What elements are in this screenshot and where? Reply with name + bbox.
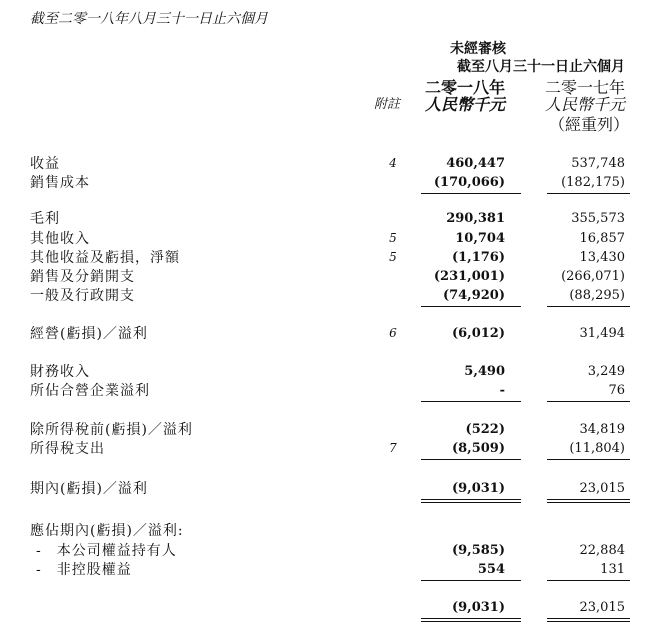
row-label: 收益 <box>30 156 60 172</box>
value-2018: (74,920) <box>442 288 505 303</box>
value-2018: (1,176) <box>451 250 505 265</box>
row-label: 除所得稅前(虧損)／溢利 <box>30 422 193 438</box>
value-2018: (6,012) <box>451 326 505 341</box>
unaudited-header: 未經審核 <box>450 41 506 57</box>
row-note: 6 <box>389 326 397 340</box>
value-2018: (9,585) <box>451 543 505 558</box>
subtotal-rule <box>547 459 630 460</box>
total-rule <box>421 502 521 503</box>
subtotal-rule <box>547 401 630 402</box>
subtotal-rule <box>421 459 521 460</box>
total-rule <box>547 618 630 619</box>
row-note: 5 <box>389 231 397 245</box>
total-rule <box>547 502 630 503</box>
value-2017: (266,071) <box>561 269 625 284</box>
row-label: 所得稅支出 <box>30 441 105 457</box>
row-label: - 非控股權益 <box>36 562 132 578</box>
row-note: 7 <box>389 441 397 455</box>
period-title: 截至二零一八年八月三十一日止六個月 <box>30 11 268 27</box>
row-label: 銷售及分銷開支 <box>30 269 135 285</box>
row-label: 一般及行政開支 <box>30 288 135 304</box>
value-2018: - <box>499 383 505 398</box>
value-2017: 23,015 <box>579 600 625 615</box>
period-header: 截至八月三十一日止六個月 <box>457 59 625 75</box>
subtotal-rule <box>421 193 521 194</box>
row-label: 毛利 <box>30 211 60 227</box>
note-header: 附註 <box>374 97 401 112</box>
subtotal-rule <box>547 306 630 307</box>
value-2017: 23,015 <box>579 481 625 496</box>
value-2018: 5,490 <box>464 364 505 379</box>
value-2017: 22,884 <box>579 543 625 558</box>
row-label: 財務收入 <box>30 364 90 380</box>
value-2017: (11,804) <box>569 441 625 456</box>
value-2018: (9,031) <box>451 600 505 615</box>
value-2017: 3,249 <box>587 364 625 379</box>
subtotal-rule <box>421 580 521 581</box>
row-note: 4 <box>389 156 397 170</box>
value-2018: 460,447 <box>446 156 505 171</box>
row-label: 銷售成本 <box>30 175 90 191</box>
value-2017: 355,573 <box>571 211 625 226</box>
col-2017-restated: （經重列） <box>548 115 629 134</box>
value-2017: 16,857 <box>579 231 625 246</box>
total-rule <box>421 621 521 622</box>
col-2017-unit: 人民幣千元 <box>544 95 625 114</box>
value-2018: 290,381 <box>446 211 505 226</box>
value-2017: 31,494 <box>579 326 625 341</box>
total-rule <box>547 621 630 622</box>
row-label: - 本公司權益持有人 <box>36 543 177 559</box>
value-2017: 13,430 <box>579 250 625 265</box>
subtotal-rule <box>547 193 630 194</box>
row-label: 應佔期內(虧損)／溢利: <box>30 523 184 539</box>
value-2018: (522) <box>465 422 505 437</box>
value-2017: 76 <box>608 383 625 398</box>
value-2018: 554 <box>477 562 505 577</box>
subtotal-rule <box>421 306 521 307</box>
col-2018-unit: 人民幣千元 <box>424 95 505 114</box>
subtotal-rule <box>547 580 630 581</box>
total-rule <box>421 499 521 500</box>
value-2017: 34,819 <box>579 422 625 437</box>
row-label: 其他收入 <box>30 231 90 247</box>
value-2017: 131 <box>600 562 625 577</box>
value-2018: (8,509) <box>451 441 505 456</box>
row-label: 其他收益及虧損，淨額 <box>30 250 180 266</box>
total-rule <box>421 618 521 619</box>
value-2018: 10,704 <box>455 231 505 246</box>
col-2018-year: 二零一八年 <box>424 78 505 97</box>
value-2018: (170,066) <box>433 175 505 190</box>
value-2017: 537,748 <box>571 156 625 171</box>
value-2017: (182,175) <box>561 175 625 190</box>
value-2017: (88,295) <box>569 288 625 303</box>
col-2017-year: 二零一七年 <box>544 78 625 97</box>
subtotal-rule <box>421 401 521 402</box>
value-2018: (231,001) <box>433 269 505 284</box>
row-note: 5 <box>389 250 397 264</box>
value-2018: (9,031) <box>451 481 505 496</box>
row-label: 期內(虧損)／溢利 <box>30 481 148 497</box>
row-label: 經營(虧損)／溢利 <box>30 326 148 342</box>
total-rule <box>547 499 630 500</box>
row-label: 所佔合營企業溢利 <box>30 383 150 399</box>
